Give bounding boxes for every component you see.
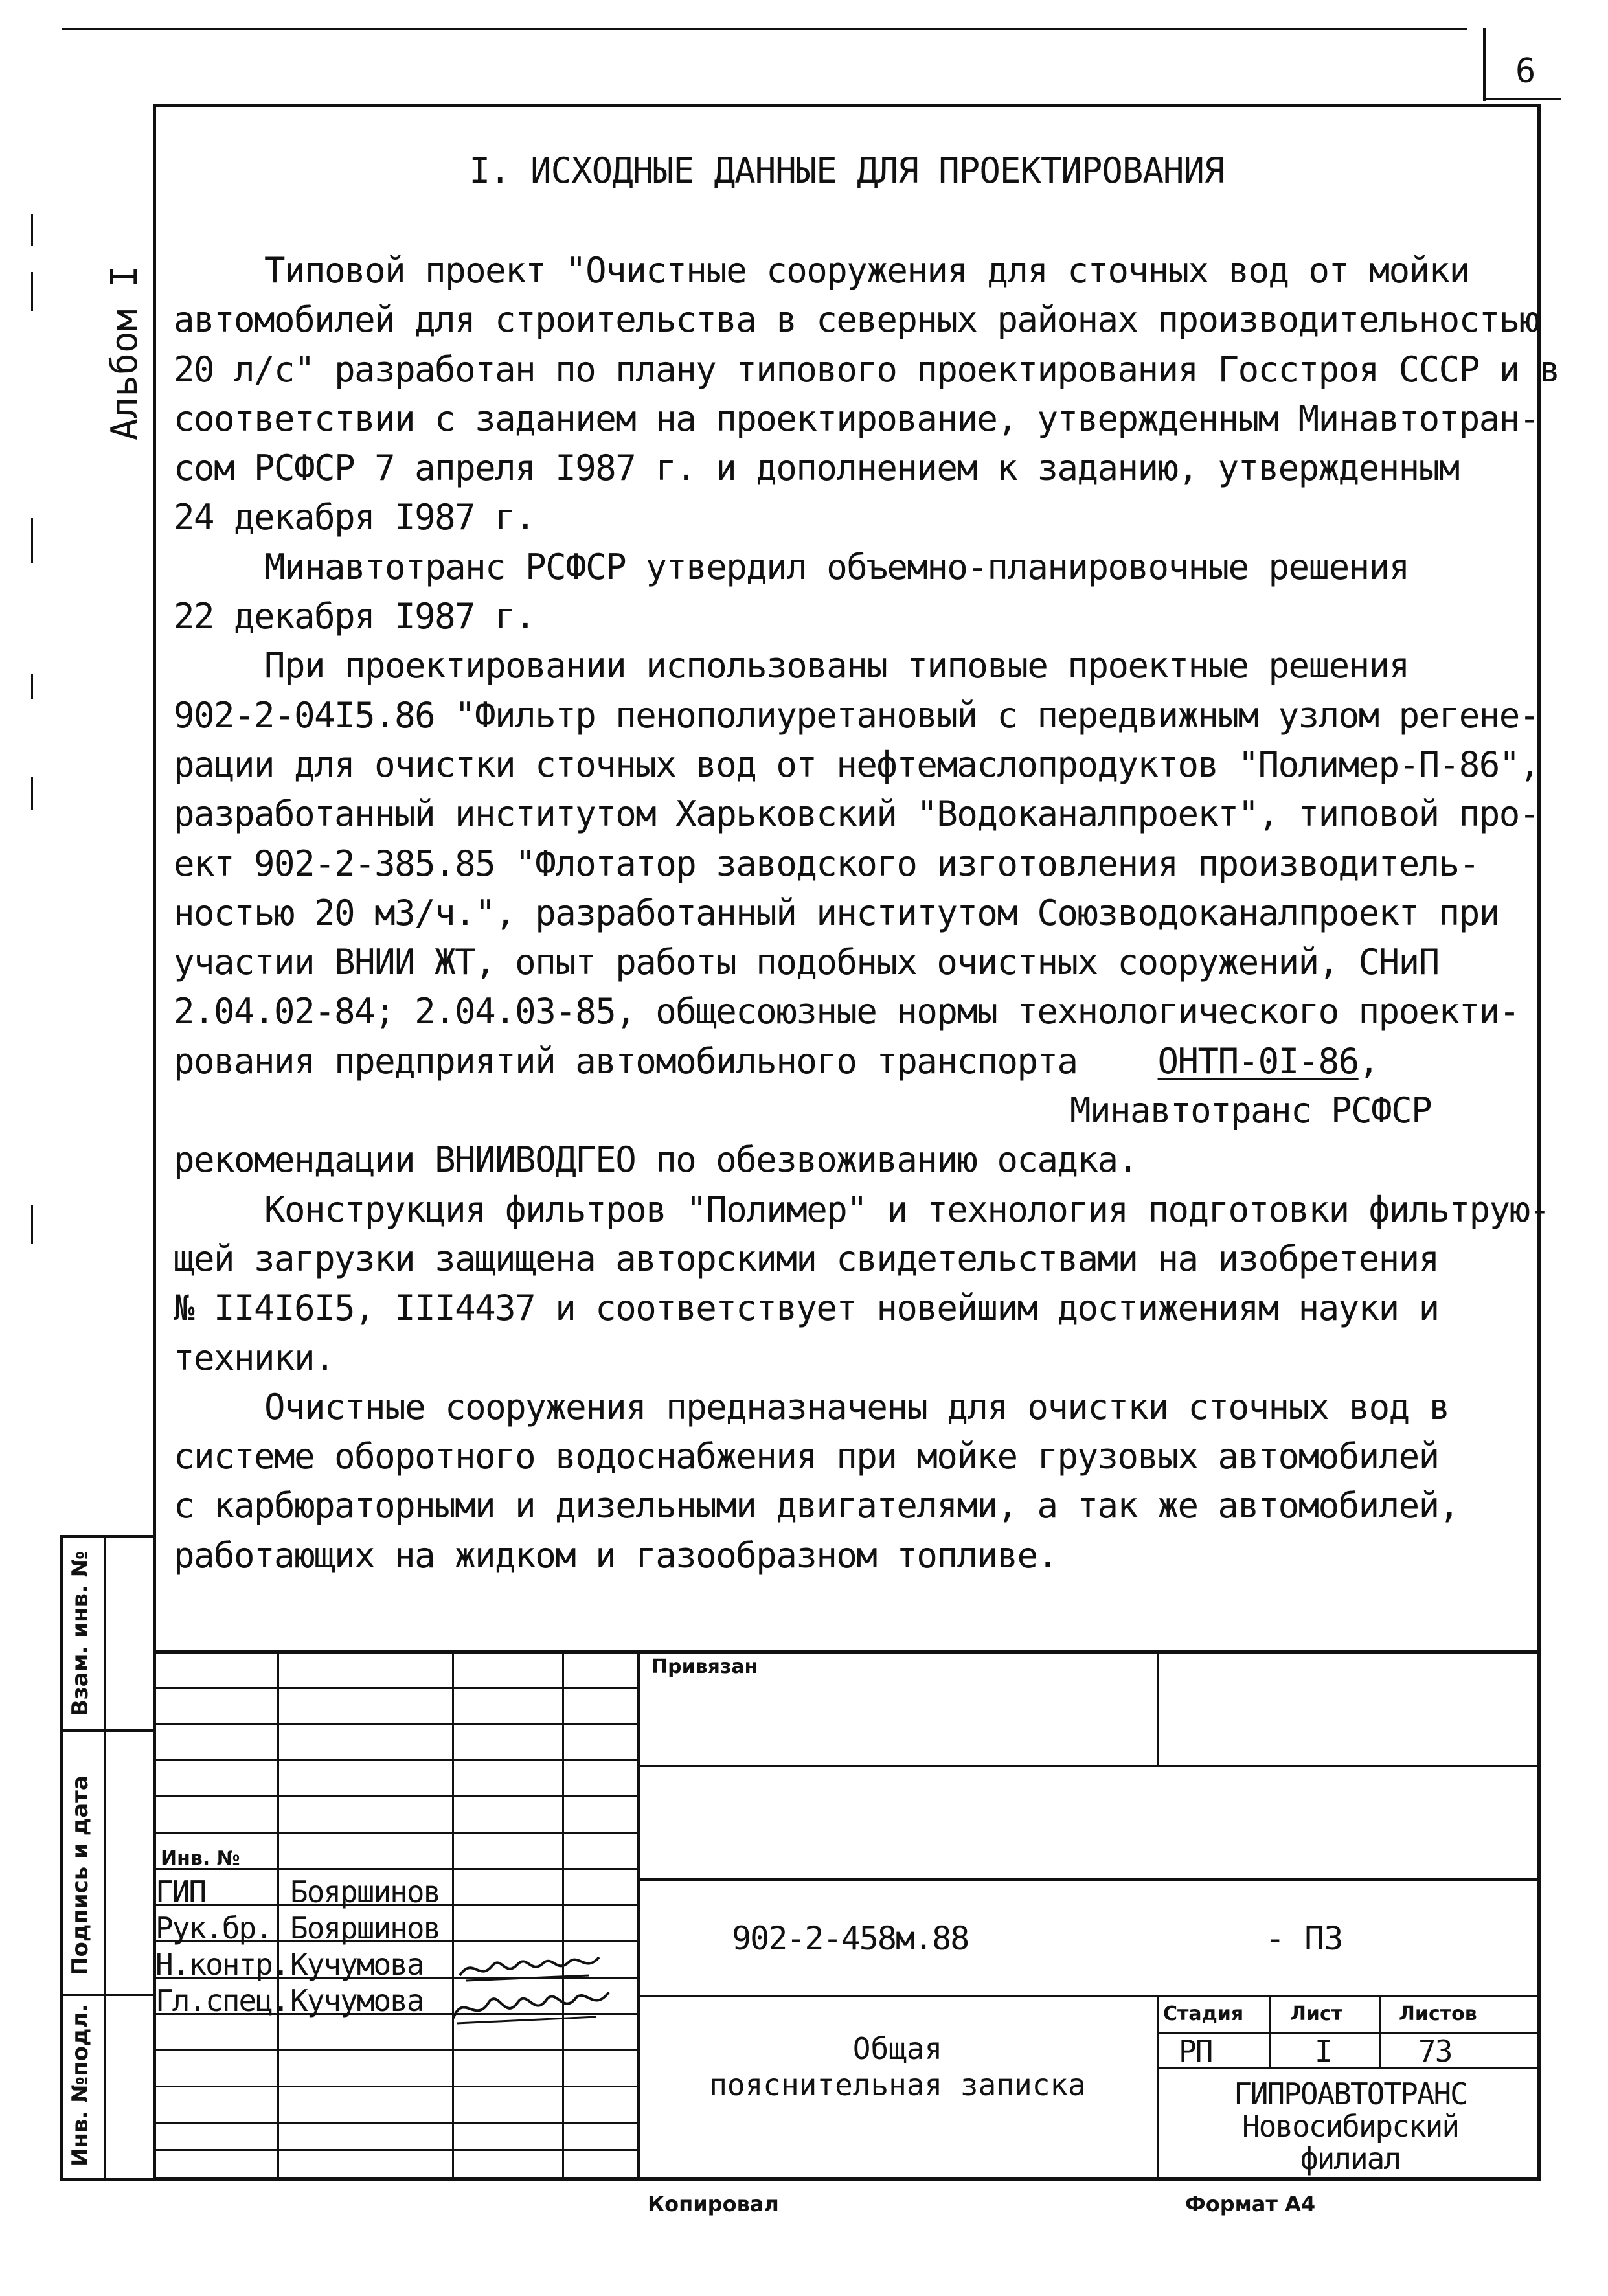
privyazan-label: Привязан — [651, 1655, 758, 1678]
body-line: При проектировании использованы типовые проектные решения — [264, 645, 1409, 687]
tb-stage-col — [1379, 1995, 1381, 2069]
body-line: Типовой проект "Очистные сооружения для сточных вод от мойки — [264, 250, 1469, 291]
body-line: Конструкция фильтров "Полимер" и технология подготовки фильтрую- — [264, 1188, 1550, 1230]
page-number-box-bottom — [1483, 98, 1561, 100]
tb-rule — [153, 2086, 639, 2087]
sidebar-inv-podl-label: Инв. №подл. — [67, 2003, 93, 2166]
staff-name: Бояршинов — [290, 1911, 440, 1946]
tb-rule — [153, 2149, 639, 2151]
body-line: Очистные сооружения предназначены для очистки сточных вод в — [264, 1386, 1449, 1427]
tb-right-rule — [639, 1765, 1541, 1767]
tb-right-rule — [639, 1995, 1541, 1997]
body-line: системе оборотного водоснабжения при мойке грузовых автомобилей — [174, 1436, 1439, 1477]
staff-role: Гл.спец. — [155, 1983, 289, 2018]
sidebar-rule — [60, 1994, 153, 1996]
album-label: Альбом I — [104, 266, 146, 440]
norm-trailing: , — [1358, 1040, 1379, 1082]
tb-rule — [153, 2122, 639, 2124]
tb-rule — [153, 1687, 639, 1689]
tb-rule — [153, 1759, 639, 1761]
staff-name: Бояршинов — [290, 1874, 440, 1909]
footer-copied: Копировал — [648, 2192, 779, 2216]
margin-mark — [31, 518, 33, 563]
body-line: 22 декабря I987 г. — [174, 596, 536, 637]
doc-code: 902-2-458м.88 — [732, 1920, 969, 1957]
body-line — [174, 1037, 1521, 1086]
body-line: 20 л/с" разработан по плану типового проектирования Госстроя СССР и в — [174, 348, 1559, 390]
inv-no-label: Инв. № — [161, 1847, 240, 1870]
sidebar-vzam-label: Взам. инв. № — [67, 1551, 93, 1716]
sidebar-rule — [60, 1535, 153, 1538]
footer-format: Формат А4 — [1185, 2192, 1316, 2216]
sidebar-podpis-label: Подпись и дата — [67, 1775, 93, 1975]
body-line: с карбюраторными и дизельными двигателями, а так же автомобилей, — [174, 1485, 1459, 1527]
staff-name: Кучумова — [290, 1947, 424, 1982]
tb-privyazan-divider — [1157, 1650, 1159, 1765]
doc-title-line-2: пояснительная записка — [709, 2067, 1086, 2102]
stage-value: РП — [1179, 2034, 1212, 2069]
body-line: рации для очистки сточных вод от нефтемаслопродуктов "Полимер-П-86", — [174, 744, 1539, 785]
body-line: 24 декабря I987 г. — [174, 497, 536, 538]
tb-stage-divider — [1157, 1995, 1159, 2181]
body-line: автомобилей для строительства в северных районах производительностью — [174, 299, 1539, 341]
tb-rule — [153, 1723, 639, 1725]
tb-col-rule — [452, 1650, 454, 2181]
body-line-text: рования предприятий автомобильного транспорта — [174, 1040, 1078, 1082]
body-line: техники. — [174, 1337, 335, 1378]
margin-mark — [31, 214, 33, 246]
org-line-2: Новосибирский — [1241, 2109, 1459, 2144]
signature-gl-spec — [447, 1986, 615, 2031]
body-line: щей загрузки защищена авторскими свидетельствами на изобретения — [174, 1238, 1439, 1279]
staff-role: Н.контр. — [155, 1947, 289, 1982]
tb-col-rule — [277, 1650, 279, 2181]
body-line: ностью 20 м3/ч.", разработанный институтом Союзводоканалпроект при — [174, 892, 1499, 933]
body-line: № II4I6I5, III4437 и соответствует новейшим достижениям науки и — [174, 1288, 1439, 1329]
body-line: участии ВНИИ ЖТ, опыт работы подобных очистных сооружений, СНиП — [174, 942, 1439, 983]
tb-right-rule — [639, 1878, 1541, 1881]
body-line: 2.04.02-84; 2.04.03-85, общесоюзные нормы технологического проекти- — [174, 991, 1519, 1032]
org-line-1: ГИПРОАВТОТРАНС — [1234, 2076, 1467, 2111]
page-number-box-divider — [1483, 28, 1486, 101]
signature-n-kontr — [453, 1949, 609, 1988]
top-rule — [62, 28, 1467, 30]
sidebar-outer-line — [60, 1535, 63, 2181]
norm-issuer: Минавтотранс РСФСР — [1070, 1090, 1432, 1131]
body-line: рекомендации ВНИИВОДГЕО по обезвоживанию осадка. — [174, 1139, 1138, 1181]
norm-code: ОНТП-0I-86 — [1157, 1040, 1359, 1082]
body-line: разработанный институтом Харьковский "Водоканалпроект", типовой про- — [174, 793, 1539, 835]
sheet-label: Лист — [1290, 2003, 1343, 2025]
tb-rule — [153, 1832, 639, 1834]
staff-name: Кучумова — [290, 1983, 424, 2018]
section-title: I. ИСХОДНЫЕ ДАННЫЕ ДЛЯ ПРОЕКТИРОВАНИЯ — [469, 150, 1225, 191]
sidebar-rule — [60, 2178, 153, 2181]
body-line: сом РСФСР 7 апреля I987 г. и дополнением к заданию, утвержденным — [174, 448, 1459, 489]
staff-role: ГИП — [155, 1874, 206, 1909]
margin-mark — [31, 272, 33, 311]
sidebar-inner-line — [104, 1535, 106, 2181]
sheets-value: 73 — [1418, 2034, 1452, 2069]
tb-stage-col — [1269, 1995, 1271, 2069]
tb-stage-rule — [1157, 2032, 1541, 2034]
doc-suffix: - ПЗ — [1265, 1920, 1344, 1957]
tb-col-rule — [562, 1650, 564, 2181]
margin-mark — [31, 1205, 33, 1244]
margin-mark — [31, 674, 33, 699]
body-line: ект 902-2-385.85 "Флотатор заводского изготовления производитель- — [174, 843, 1479, 884]
tb-stage-rule — [1157, 2067, 1541, 2069]
sidebar-rule — [60, 1729, 153, 1732]
org-line-3: филиал — [1300, 2141, 1401, 2176]
sheets-label: Листов — [1399, 2003, 1477, 2025]
sheet-value: I — [1315, 2034, 1331, 2069]
tb-rule — [153, 1795, 639, 1797]
page-number: 6 — [1515, 52, 1536, 91]
body-line: Минавтотранс РСФСР утвердил объемно-планировочные решения — [264, 546, 1409, 587]
body-line: работающих на жидком и газообразном топливе. — [174, 1534, 1058, 1576]
body-text — [174, 246, 1559, 1580]
staff-role: Рук.бр. — [155, 1911, 272, 1946]
doc-title-line-1: Общая — [852, 2031, 943, 2066]
body-line: соответствии с заданием на проектирование, утвержденным Минавтотран- — [174, 398, 1539, 439]
stage-label: Стадия — [1163, 2003, 1244, 2025]
body-line: 902-2-04I5.86 "Фильтр пенополиуретановый с передвижным узлом регене- — [174, 694, 1539, 736]
margin-mark — [31, 777, 33, 810]
tb-rule — [153, 2049, 639, 2051]
tb-top-rule — [153, 1650, 1541, 1654]
